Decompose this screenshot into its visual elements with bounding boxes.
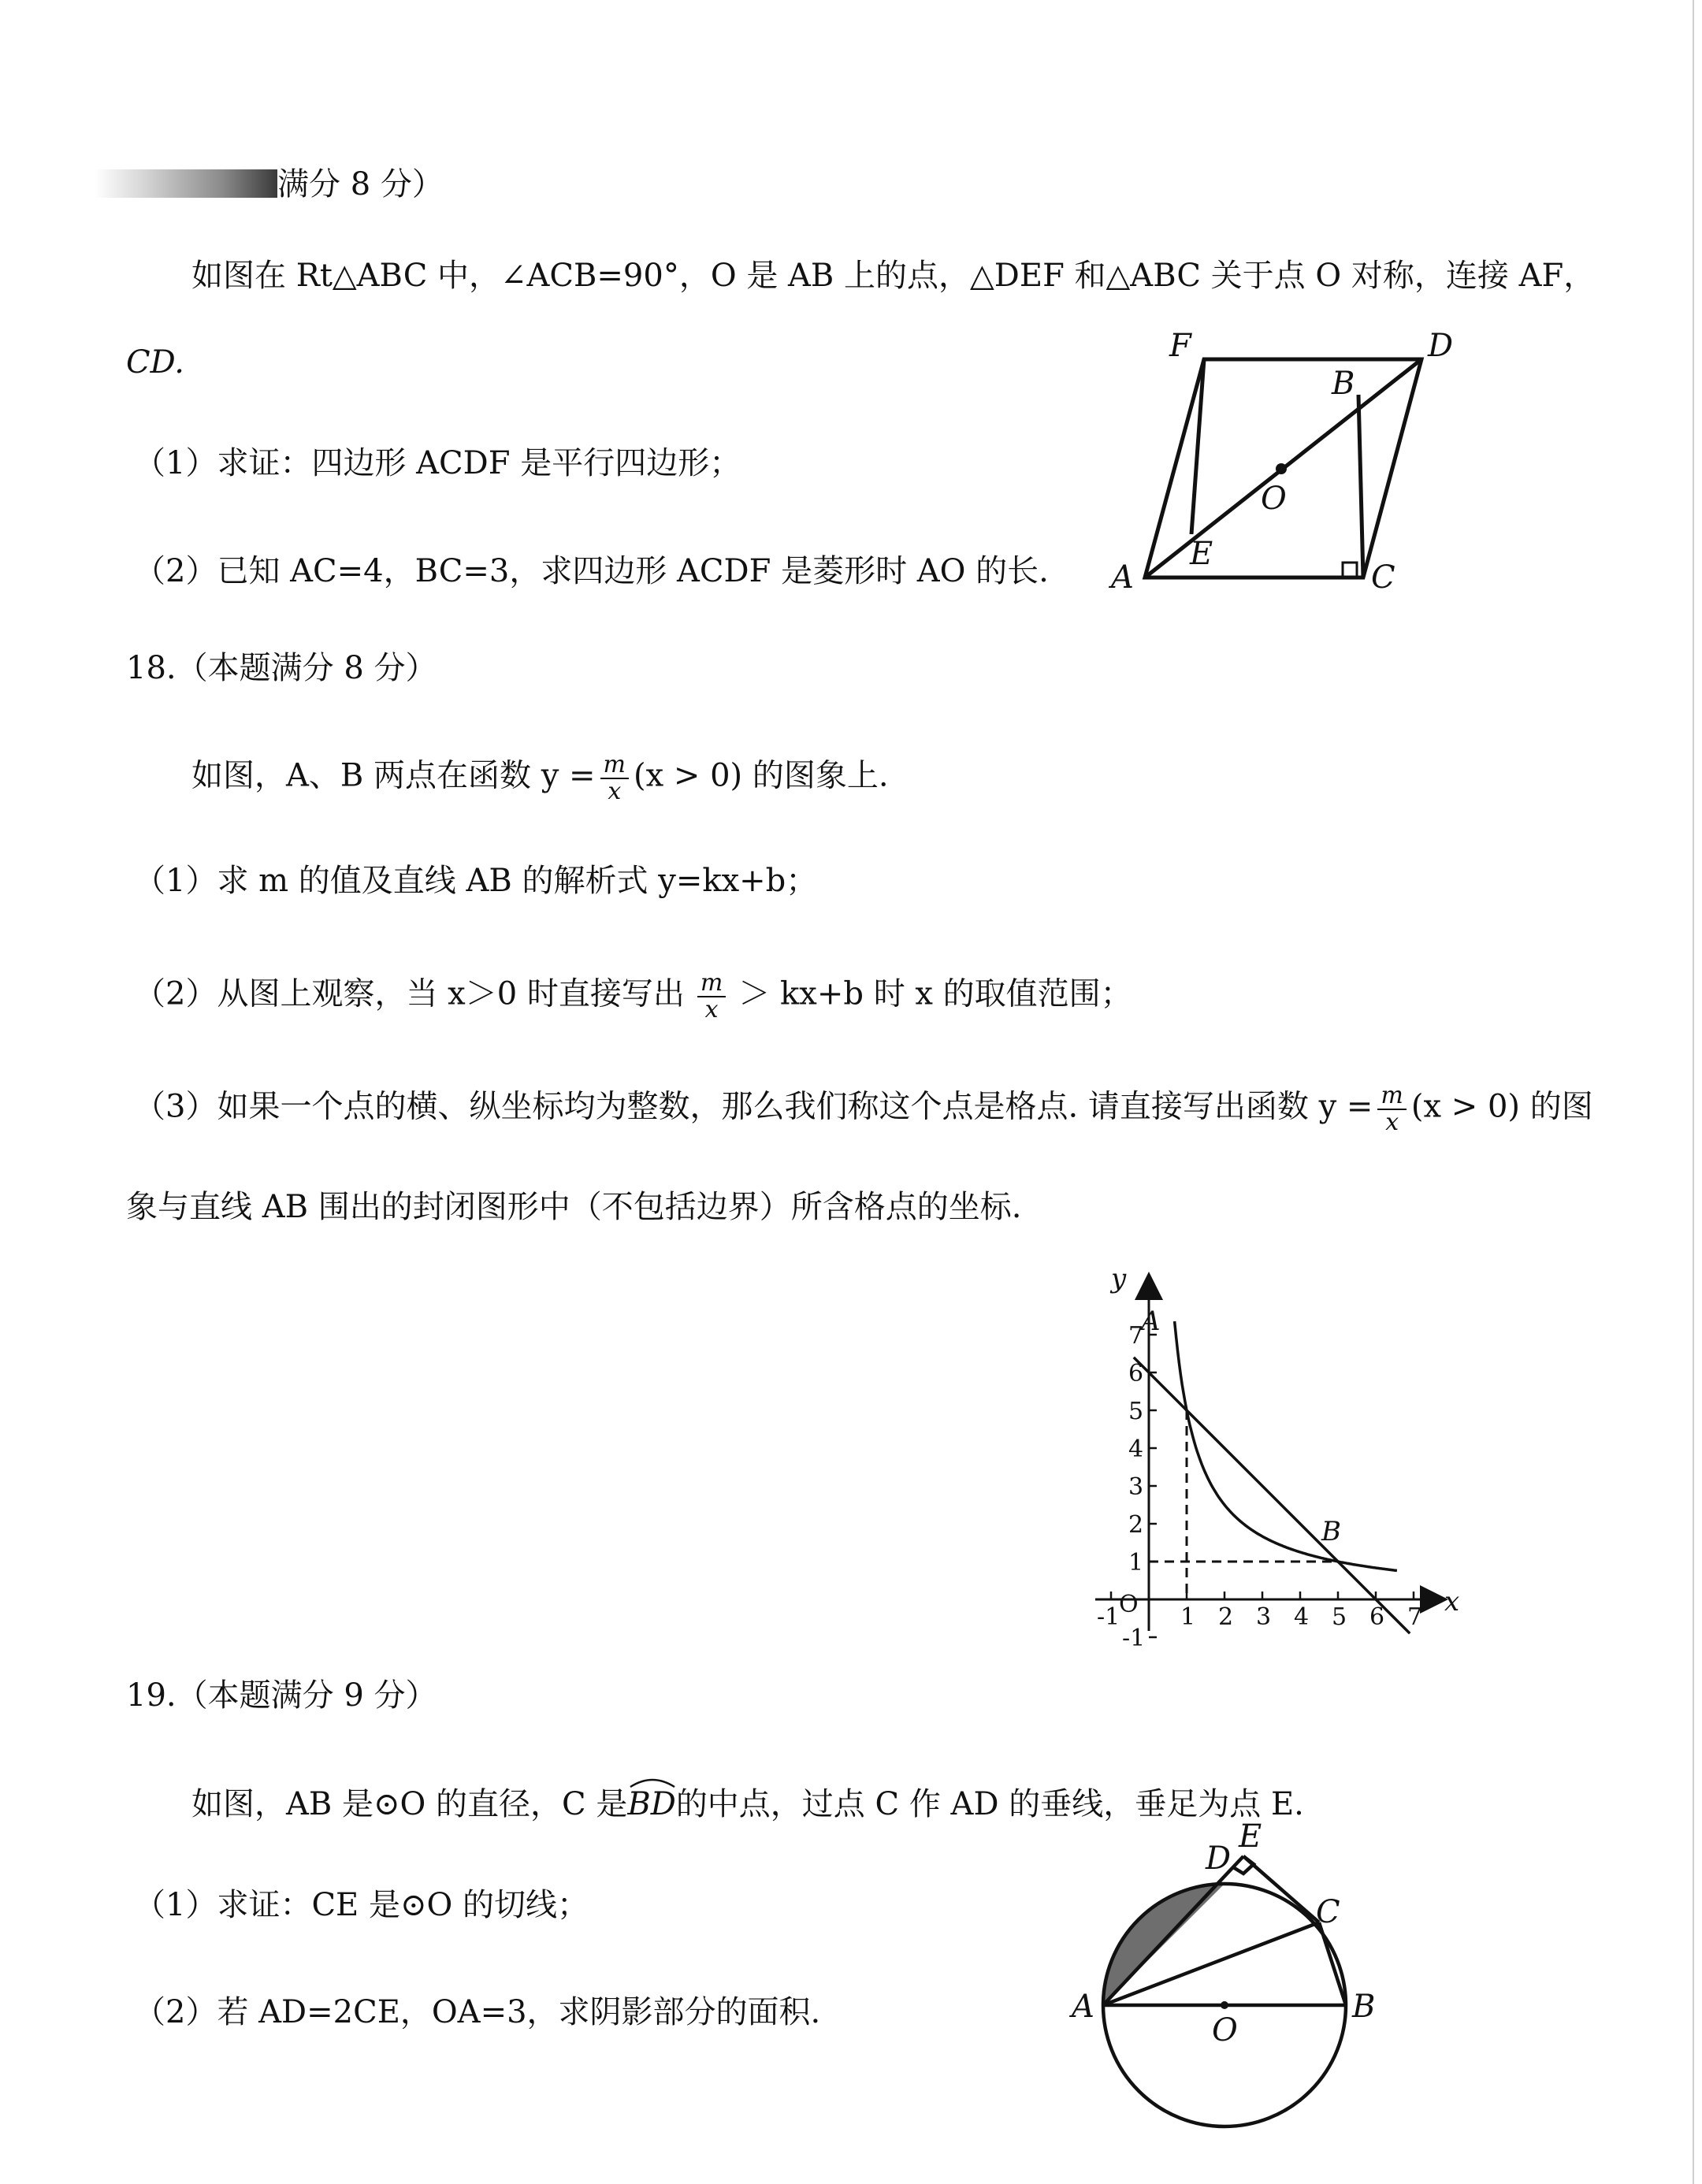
q17-part-1: （1）求证：四边形 ACDF 是平行四边形； [134,445,741,481]
q18-part-1: （1）求 m 的值及直线 AB 的解析式 y=kx+b； [134,863,818,899]
y-tick-label: 1 [1128,1549,1144,1577]
q18-intro-pre: 如图，A、B 两点在函数 y = [191,757,596,794]
q19-intro-post: 的中点，过点 C 作 AD 的垂线，垂足为点 E. [675,1786,1304,1822]
fraction-numerator: m [600,752,629,779]
q19-circle-figure [1056,1812,1403,2182]
fraction-denominator: x [608,777,622,805]
arc-bd [627,1782,675,1820]
q17-part-2: （2）已知 AC=4，BC=3，求四边形 ACDF 是菱形时 AO 的长. [134,553,1049,589]
fraction-numerator: m [697,971,726,997]
q18-intro [191,752,889,804]
q18-part-2-pre: （2）从图上观察，当 x＞0 时直接写出 [134,975,685,1012]
label-C: C [1371,559,1395,596]
page-edge [1693,0,1694,2184]
hyperbola-curve [1175,1321,1397,1570]
y-tick-label: 7 [1128,1322,1144,1350]
arc-bd-label: BD [627,1786,676,1822]
x-tick-label: 4 [1294,1603,1310,1631]
label-A: A [1111,559,1134,596]
y-tick-label: 4 [1128,1436,1144,1463]
q18-fraction [600,752,629,804]
scan-artifact-bar [95,169,277,198]
label-E: E [1239,1818,1262,1855]
x-tick-label: 1 [1180,1603,1196,1631]
fraction-denominator: x [1385,1108,1399,1136]
fraction-numerator: m [1377,1083,1406,1110]
label-B: B [1332,366,1355,402]
x-tick-label: 6 [1369,1603,1385,1631]
point-label-A: A [1141,1306,1161,1337]
q18-part-3-pre: （3）如果一个点的横、纵坐标均为整数，那么我们称这个点是格点. 请直接写出函数 y = [134,1088,1373,1125]
q17-parallelogram-figure [1103,328,1466,599]
x-tick-label: 2 [1218,1603,1234,1631]
line-AB [1134,1358,1410,1633]
q18-header: 18.（本题满分 8 分） [126,650,437,686]
q18-part-3-fraction [1377,1083,1406,1135]
y-tick-label: -1 [1122,1625,1146,1652]
q18-part-2-fraction [697,971,726,1022]
origin-label: O [1119,1591,1139,1618]
q18-intro-post: (x > 0) 的图象上. [634,757,889,794]
y-tick-label: 6 [1128,1360,1144,1387]
label-B: B [1352,1989,1376,2025]
label-D: D [1428,328,1454,364]
label-F: F [1169,328,1191,364]
fraction-denominator: x [704,995,719,1023]
label-E: E [1190,536,1213,572]
label-D: D [1206,1840,1232,1877]
q19-part-1: （1）求证：CE 是⊙O 的切线； [134,1887,589,1923]
q18-part-3-post: (x > 0) 的图 [1410,1088,1593,1125]
y-tick-label: 3 [1128,1473,1144,1501]
axis-label-x: x [1444,1586,1460,1618]
q17-intro-cont: CD. [126,344,184,381]
q18-part-2-post: ＞ kx+b 时 x 的取值范围； [738,975,1132,1012]
y-tick-label: 5 [1128,1398,1144,1425]
label-A: A [1072,1989,1094,2025]
label-O: O [1212,2012,1238,2048]
y-tick-label: 2 [1128,1511,1144,1539]
label-O: O [1261,481,1287,517]
axis-label-y: y [1111,1263,1127,1294]
q18-part-3-cont: 象与直线 AB 围出的封闭图形中（不包括边界）所含格点的坐标. [126,1189,1022,1225]
label-C: C [1316,1894,1340,1930]
q19-intro-pre: 如图，AB 是⊙O 的直径，C 是 [191,1786,628,1822]
x-tick-label: 5 [1332,1603,1347,1631]
q18-part-2 [134,971,1132,1022]
x-tick-label: 3 [1256,1603,1272,1631]
q17-intro: 如图在 Rt△ABC 中，∠ACB=90°，O 是 AB 上的点，△DEF 和△ABC 关于点 O 对称，连接 AF， [191,258,1596,294]
x-tick-label: -1 [1097,1603,1120,1631]
q19-header: 19.（本题满分 9 分） [126,1677,437,1714]
q17-header-tail: 满分 8 分） [277,166,444,202]
x-tick-label: 7 [1407,1603,1423,1631]
q19-part-2: （2）若 AD=2CE，OA=3，求阴影部分的面积. [134,1994,821,2030]
point-label-B: B [1321,1516,1341,1547]
q18-function-graph [1080,1261,1460,1652]
q18-part-3 [134,1083,1593,1135]
